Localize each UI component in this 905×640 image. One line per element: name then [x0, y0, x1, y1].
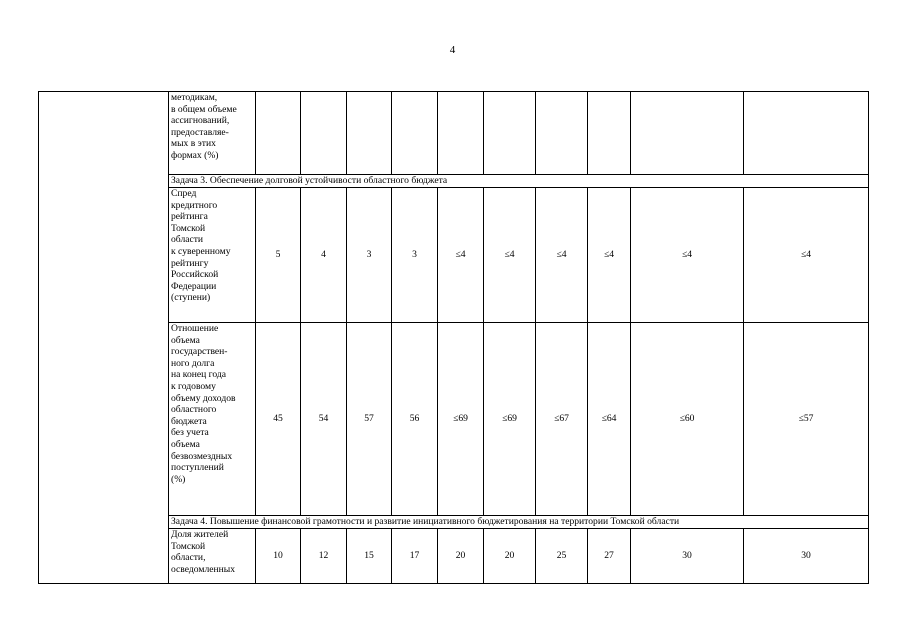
value-cell: 17 — [392, 529, 438, 584]
value-cell: 20 — [438, 529, 484, 584]
value-cell: 25 — [536, 529, 588, 584]
value-cell — [484, 92, 536, 175]
value-cell: 57 — [347, 323, 392, 516]
page-number: 4 — [449, 44, 456, 56]
value-cell: 56 — [392, 323, 438, 516]
value-cell: 10 — [256, 529, 301, 584]
indicator-label: Доля жителей Томской области, осведомленных — [169, 529, 256, 584]
task-heading: Задача 4. Повышение финансовой грамотности и развитие инициативного бюджетирования на территории Томской области — [169, 516, 869, 529]
value-cell — [347, 92, 392, 175]
value-cell: ≤60 — [631, 323, 744, 516]
indicator-label: Спред кредитного рейтинга Томской области к суверенному рейтингу Российской Федерации (ступени) — [169, 188, 256, 323]
value-cell: ≤57 — [744, 323, 869, 516]
value-cell: 15 — [347, 529, 392, 584]
value-cell — [536, 92, 588, 175]
value-cell — [631, 92, 744, 175]
value-cell — [301, 92, 347, 175]
value-cell — [438, 92, 484, 175]
value-cell — [256, 92, 301, 175]
value-cell: ≤69 — [438, 323, 484, 516]
value-cell: ≤67 — [536, 323, 588, 516]
blank-first-column — [39, 92, 169, 584]
task-heading: Задача 3. Обеспечение долговой устойчивости областного бюджета — [169, 175, 869, 188]
value-cell — [392, 92, 438, 175]
value-cell: ≤69 — [484, 323, 536, 516]
value-cell: 3 — [347, 188, 392, 323]
value-cell — [744, 92, 869, 175]
indicator-label: Отношение объема государствен- ного долга на конец года к годовому объему доходов областного бюджета без учета объема безвозмездных поступлений (%) — [169, 323, 256, 516]
value-cell: ≤4 — [744, 188, 869, 323]
value-cell: 4 — [301, 188, 347, 323]
value-cell: 5 — [256, 188, 301, 323]
value-cell: 54 — [301, 323, 347, 516]
value-cell: 12 — [301, 529, 347, 584]
indicator-label: методикам, в общем объеме ассигнований, предоставляе- мых в этих формах (%) — [169, 92, 256, 175]
value-cell: ≤64 — [588, 323, 631, 516]
value-cell: ≤4 — [438, 188, 484, 323]
value-cell — [588, 92, 631, 175]
value-cell: 30 — [631, 529, 744, 584]
indicators-table — [38, 91, 869, 584]
value-cell: 30 — [744, 529, 869, 584]
value-cell: 27 — [588, 529, 631, 584]
table-row — [39, 92, 869, 175]
value-cell: ≤4 — [536, 188, 588, 323]
value-cell: 45 — [256, 323, 301, 516]
value-cell: 3 — [392, 188, 438, 323]
value-cell: ≤4 — [588, 188, 631, 323]
value-cell: ≤4 — [484, 188, 536, 323]
value-cell: 20 — [484, 529, 536, 584]
value-cell: ≤4 — [631, 188, 744, 323]
